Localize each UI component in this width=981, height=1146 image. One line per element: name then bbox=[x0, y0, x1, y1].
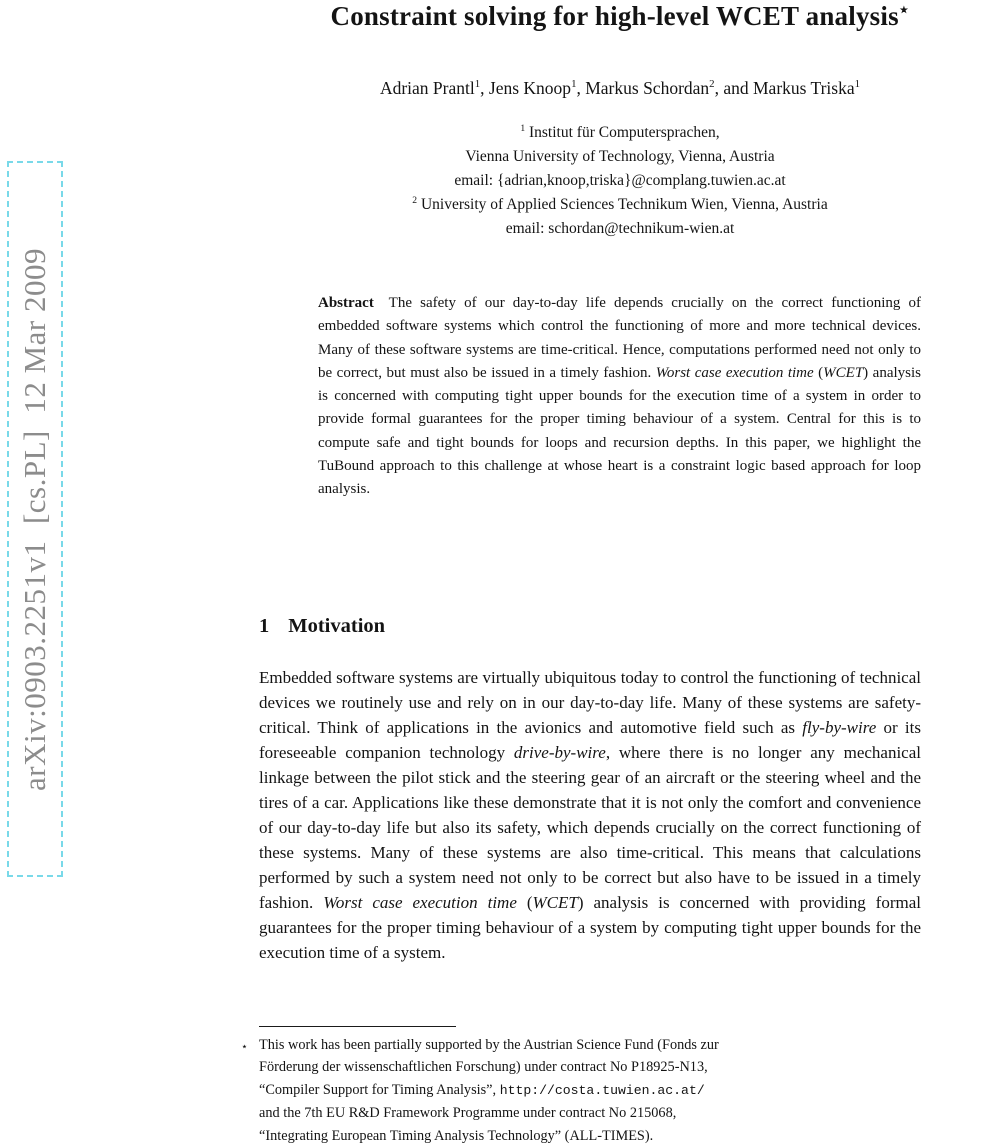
affiliation-line: Vienna University of Technology, Vienna, Austria bbox=[465, 148, 775, 165]
affiliation-line: $^2$ University of Applied Sciences Technikum Wien, Vienna, Austria bbox=[412, 194, 828, 213]
footnote-body bbox=[241, 1034, 949, 1146]
footnote-line: and the 7th EU R&D Framework Programme under contract No 215068, bbox=[259, 1105, 677, 1122]
authors-line: Adrian Prantl$^1$, Jens Knoop$^1$, Markus Schordan$^2$, and Markus Triska$^1$ bbox=[379, 78, 861, 98]
arxiv-stamp bbox=[7, 161, 63, 877]
arxiv-stamp-text: arXiv:0903.2251v1 [cs.PL] 12 Mar 2009 bbox=[17, 247, 52, 791]
page-content bbox=[241, 0, 981, 1146]
footnote-marker: ⋆ bbox=[241, 1041, 248, 1053]
affiliations-block bbox=[259, 121, 981, 241]
section-heading bbox=[259, 615, 385, 638]
footnote bbox=[241, 1026, 949, 1146]
footnote-line: “Integrating European Timing Analysis Technology” (ALL-TIMES). bbox=[259, 1127, 654, 1144]
section-title: Motivation bbox=[288, 615, 386, 637]
body-paragraph: Embedded software systems are virtually ubiquitous today to control the functioning of technical devices we routinely use and rely on in our day-to-day life. Many of these systems are safety-critical. Think of applications in the avionics and automotive field such as fly-by-wire or its foreseeable companion technology drive-by-wire, where there is no longer any mechanical linkage between the pilot stick and the steering gear of an aircraft or the steering wheel and the tires of a car. Applications like these demonstrate that it is not only the comfort and convenience of our day-to-day life but also its safety, which depends crucially on the correct functioning of these systems. Many of these systems are also time-critical. This means that calculations performed by such a system need not only to be correct but also have to be issued in a timely fashion. Worst case execution time (WCET) analysis is concerned with providing formal guarantees for the proper timing behaviour of a system by computing tight upper bounds for the execution time of a system. bbox=[259, 668, 921, 962]
paper-title: Constraint solving for high-level WCET analysis⋆ bbox=[330, 0, 910, 31]
footnote-line: This work has been partially supported by the Austrian Science Fund (Fonds zur bbox=[259, 1037, 719, 1053]
affiliation-line: $^1$ Institut für Computersprachen, bbox=[520, 122, 720, 141]
affiliation-line: email: schordan@technikum-wien.at bbox=[505, 220, 735, 237]
footnote-line: Förderung der wissenschaftlichen Forschung) under contract No P18925-N13, bbox=[259, 1059, 708, 1076]
section-number: 1 bbox=[259, 615, 270, 637]
footnote-line: “Compiler Support for Timing Analysis”, http://costa.tuwien.ac.at/ bbox=[259, 1081, 705, 1098]
footnote-rule bbox=[259, 1026, 456, 1027]
abstract-paragraph: Abstract The safety of our day-to-day life depends crucially on the correct functioning of embedded software systems which control the functioning of more and more technical devices. Many of these software systems are time-critical. Hence, computations performed need not only to be correct, but must also be issued in a timely fashion. Worst case execution time (WCET) analysis is concerned with computing tight upper bounds for the execution time of a system in order to provide formal guarantees for the proper timing behaviour of a system. Central for this is to compute safe and tight bounds for loops and recursion depths. In this paper, we highlight the TuBound approach to this challenge at whose heart is a constraint logic based approach for loop analysis. bbox=[318, 295, 921, 498]
affiliation-line: email: {adrian,knoop,triska}@complang.tuwien.ac.at bbox=[454, 172, 786, 189]
